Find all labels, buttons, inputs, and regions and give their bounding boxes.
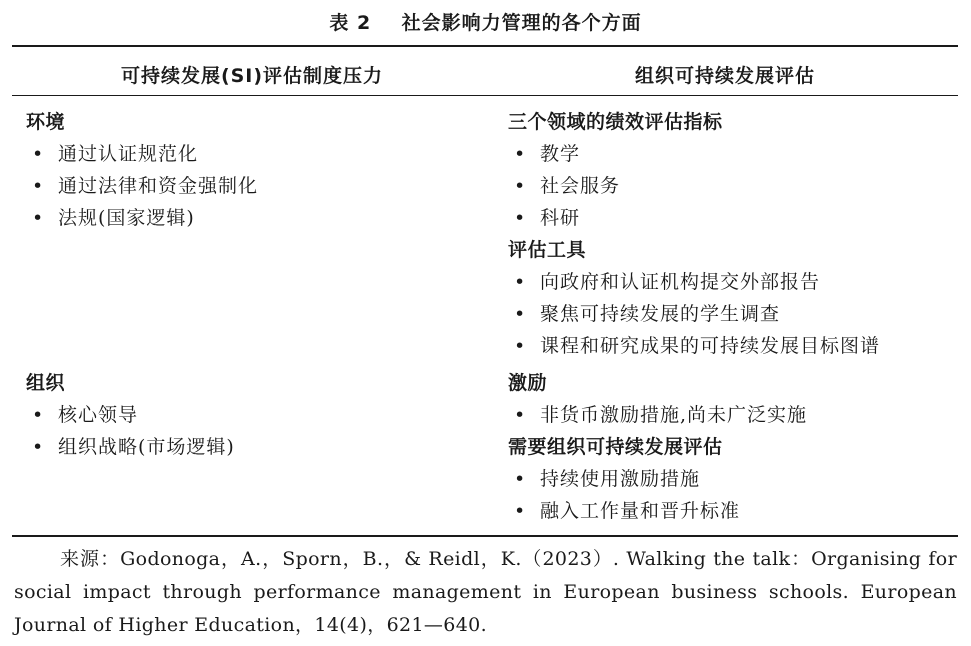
section-title: 需要组织可持续发展评估	[508, 436, 723, 458]
table-caption	[0, 8, 971, 35]
bullet: •	[514, 207, 527, 229]
list-item: • 法规(国家逻辑)	[26, 202, 486, 234]
list-item: • 持续使用激励措施	[508, 463, 956, 495]
list-item: • 非货币激励措施,尚未广泛实施	[508, 399, 956, 431]
bullet: •	[514, 143, 527, 165]
section-title: 激励	[508, 372, 548, 394]
section-performance-indicators	[508, 106, 956, 234]
list-item: • 通过法律和资金强制化	[26, 170, 486, 202]
bullet: •	[514, 404, 527, 426]
list-item: • 通过认证规范化	[26, 138, 486, 170]
table-label: 表 2	[329, 12, 372, 34]
section-organization	[26, 367, 486, 463]
bullet: •	[32, 207, 45, 229]
list-item: • 课程和研究成果的可持续发展目标图谱	[508, 330, 956, 362]
section-incentives	[508, 367, 956, 431]
list-item: • 社会服务	[508, 170, 956, 202]
bullet: •	[514, 335, 527, 357]
section-title: 三个领域的绩效评估指标	[508, 111, 723, 133]
list-item: • 组织战略(市场逻辑)	[26, 431, 486, 463]
list-item: • 教学	[508, 138, 956, 170]
header-rule	[12, 95, 958, 96]
section-title: 环境	[26, 111, 66, 133]
left-column	[26, 106, 486, 234]
list-item: • 融入工作量和晋升标准	[508, 495, 956, 527]
bottom-rule	[12, 535, 958, 537]
bullet: •	[32, 436, 45, 458]
bullet: •	[514, 271, 527, 293]
top-rule	[12, 45, 958, 47]
source-note: 来源：Godonoga，A.，Sporn，B.，& Reidl，K.（2023）. Walking the talk：Organising for social impact through performance management in European business schools. European Journal of Higher Education，14(4)，621—640.	[14, 548, 957, 636]
left-column-lower	[26, 367, 486, 463]
list-item: • 聚焦可持续发展的学生调查	[508, 298, 956, 330]
column-header-left: 可持续发展(SI)评估制度压力	[120, 65, 384, 87]
list-item: • 核心领导	[26, 399, 486, 431]
section-environment	[26, 106, 486, 234]
section-needs-assessment	[508, 431, 956, 527]
bullet: •	[514, 468, 527, 490]
section-title: 评估工具	[508, 239, 587, 261]
section-assessment-tools	[508, 234, 956, 362]
bullet: •	[514, 175, 527, 197]
bullet: •	[32, 404, 45, 426]
list-item: • 向政府和认证机构提交外部报告	[508, 266, 956, 298]
right-column-lower	[508, 367, 956, 527]
table-title: 社会影响力管理的各个方面	[401, 12, 642, 34]
section-title: 组织	[26, 372, 66, 394]
bullet: •	[32, 143, 45, 165]
right-column	[508, 106, 956, 362]
bullet: •	[514, 303, 527, 325]
bullet: •	[514, 500, 527, 522]
list-item: • 科研	[508, 202, 956, 234]
column-header-right: 组织可持续发展评估	[634, 65, 815, 87]
bullet: •	[32, 175, 45, 197]
